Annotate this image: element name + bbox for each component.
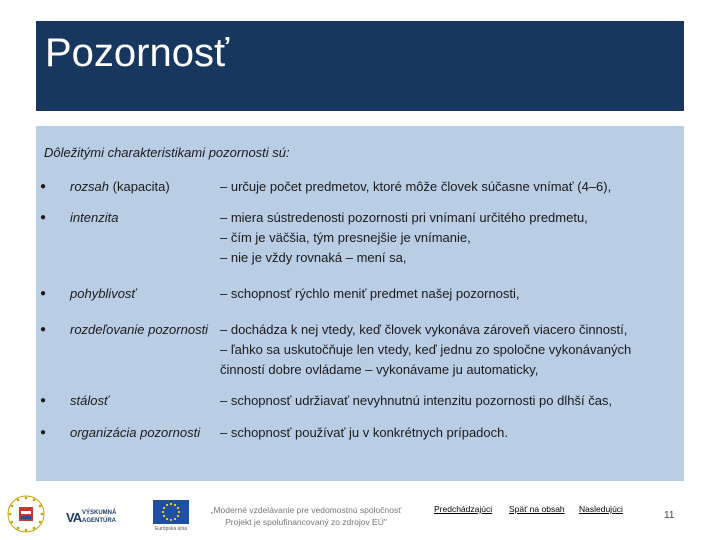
nav-next-link[interactable]: Nasledujúci [579,504,623,514]
project-motto: „Moderné vzdelávanie pre vedomostnú spoločnosť Projekt je spolufinancovaný zo zdrojov EÚ" [210,505,402,527]
eu-flag-logo [153,500,189,524]
agency-name: VÝSKUMNÁ AGENTÚRA [82,510,117,524]
nav-previous-link[interactable]: Predchádzajúci [434,504,493,514]
item-description: – dochádza k nej vtedy, keď človek vykonáva zároveň viacero činností, – ľahko sa uskutočňuje len vtedy, keď jednu zo spoločne vykonávaných činností dobre ovládame – vykonávame ju automaticky, [220,322,632,377]
item-term: rozdeľovanie pozornosti [70,322,209,337]
item-description: – schopnosť rýchlo meniť predmet našej pozornosti, [220,286,520,301]
bullet-dot-icon: ● [40,395,47,406]
slide-title-bar [36,21,684,111]
slide-title: Pozornosť [45,31,229,75]
item-description: – miera sústredenosti pozornosti pri vnímaní určitého predmetu, – čím je väčšia, tým presnejšie je vnímanie, – nie je vždy rovnaká – mení sa, [220,210,588,265]
item-term: organizácia pozornosti [70,425,201,440]
item-term: intenzita [70,210,119,225]
page-number: 11 [664,510,675,521]
bullet-dot-icon: ● [40,427,47,438]
item-description: – schopnosť používať ju v konkrétnych prípadoch. [220,425,508,440]
agency-mark: VA [66,510,82,525]
item-term: pohyblivosť [70,286,137,301]
slide-content [36,126,684,481]
bullet-dot-icon: ● [40,324,47,335]
item-description: – určuje počet predmetov, ktoré môže človek súčasne vnímať (4–6), [220,179,612,194]
item-term: stálosť [70,393,109,408]
bullet-dot-icon: ● [40,212,47,223]
item-description: – schopnosť udržiavať nevyhnutnú intenzitu pozornosti po dlhší čas, [220,393,613,408]
nav-toc-link[interactable]: Späť na obsah [509,504,565,514]
university-seal-logo [6,494,46,534]
research-agency-logo [66,508,136,530]
item-term: rozsah (kapacita) [70,179,170,194]
intro-text: Dôležitými charakteristikami pozornosti sú: [44,145,290,160]
bullet-dot-icon: ● [40,288,47,299]
slide-footer [0,490,720,540]
bullet-dot-icon: ● [40,181,47,192]
eu-caption: Európska únia [155,526,187,532]
